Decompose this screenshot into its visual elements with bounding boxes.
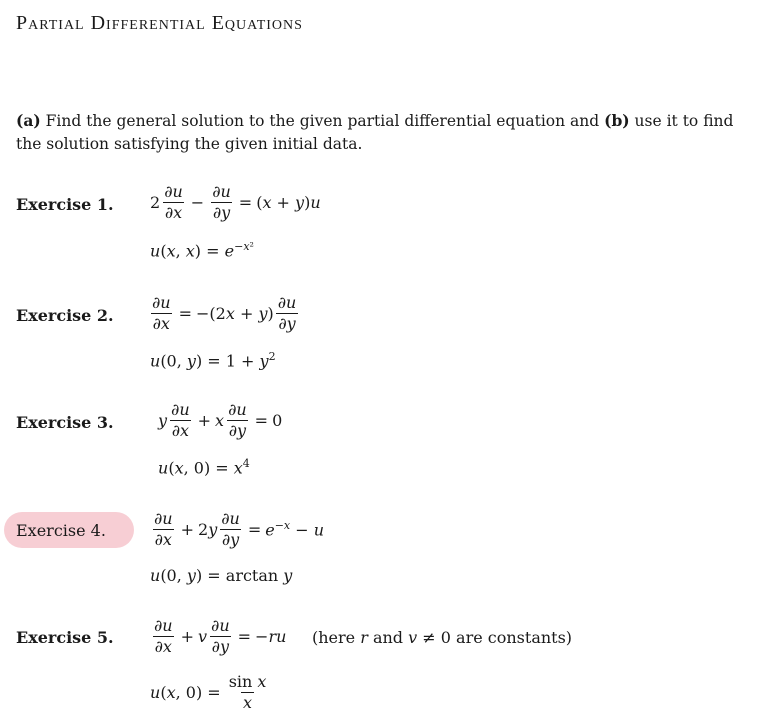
exercise-4-label: Exercise 4. — [16, 521, 106, 540]
part-a-marker: (a) — [16, 111, 41, 130]
exercise-5-note: (here r and v ≠ 0 are constants) — [312, 628, 573, 647]
exercise-5-pde: $\frac{\partial u}{\partial x}$ + v $\frac{\partial u}{\partial y}$ = −ru — [154, 616, 287, 656]
exercise-4-initial-condition: u(0, y) = arctan y — [150, 566, 293, 585]
exercise-3-label: Exercise 3. — [16, 413, 114, 432]
exercise-1-initial-condition: u(x, $x) = e^{-x^2}$ — [150, 240, 254, 261]
exercise-1-pde: 2 $\frac{\partial u}{\partial x}$ − $\frac{\partial u}{\partial y}$ = (x + y)u — [150, 182, 321, 222]
intro-paragraph — [16, 109, 746, 156]
page-title: Partial Differential Equations — [16, 12, 303, 34]
intro-text-b: use it to find the solution satisfying the given initial data. — [16, 112, 734, 153]
exercise-5-initial-condition: u(x, 0) = $\frac{\text{sin x}}{x}$ — [150, 672, 267, 712]
exercise-4-pde: $\frac{\partial u}{\partial x}$ + 2y $\frac{\partial u}{\partial y}$ = $e^{-x} - u$ — [154, 509, 325, 549]
intro-text-a: Find the general solution to the given partial differential equation and — [40, 112, 605, 130]
exercise-3-initial-condition: u(x, $0) = x^4$ — [158, 457, 250, 478]
exercise-1-label: Exercise 1. — [16, 195, 114, 214]
exercise-5-label: Exercise 5. — [16, 628, 114, 647]
part-b-marker: (b) — [604, 111, 630, 130]
exercise-3-pde: y $\frac{\partial u}{\partial x}$ + x $\frac{\partial u}{\partial y}$ = 0 — [158, 400, 283, 440]
exercise-2-label: Exercise 2. — [16, 306, 114, 325]
exercise-2-initial-condition: u(0, $y) = 1 + y^2$ — [150, 350, 276, 371]
exercise-2-pde: $\frac{\partial u}{\partial x}$ = −(2x + y) $\frac{\partial u}{\partial y}$ — [152, 293, 297, 333]
